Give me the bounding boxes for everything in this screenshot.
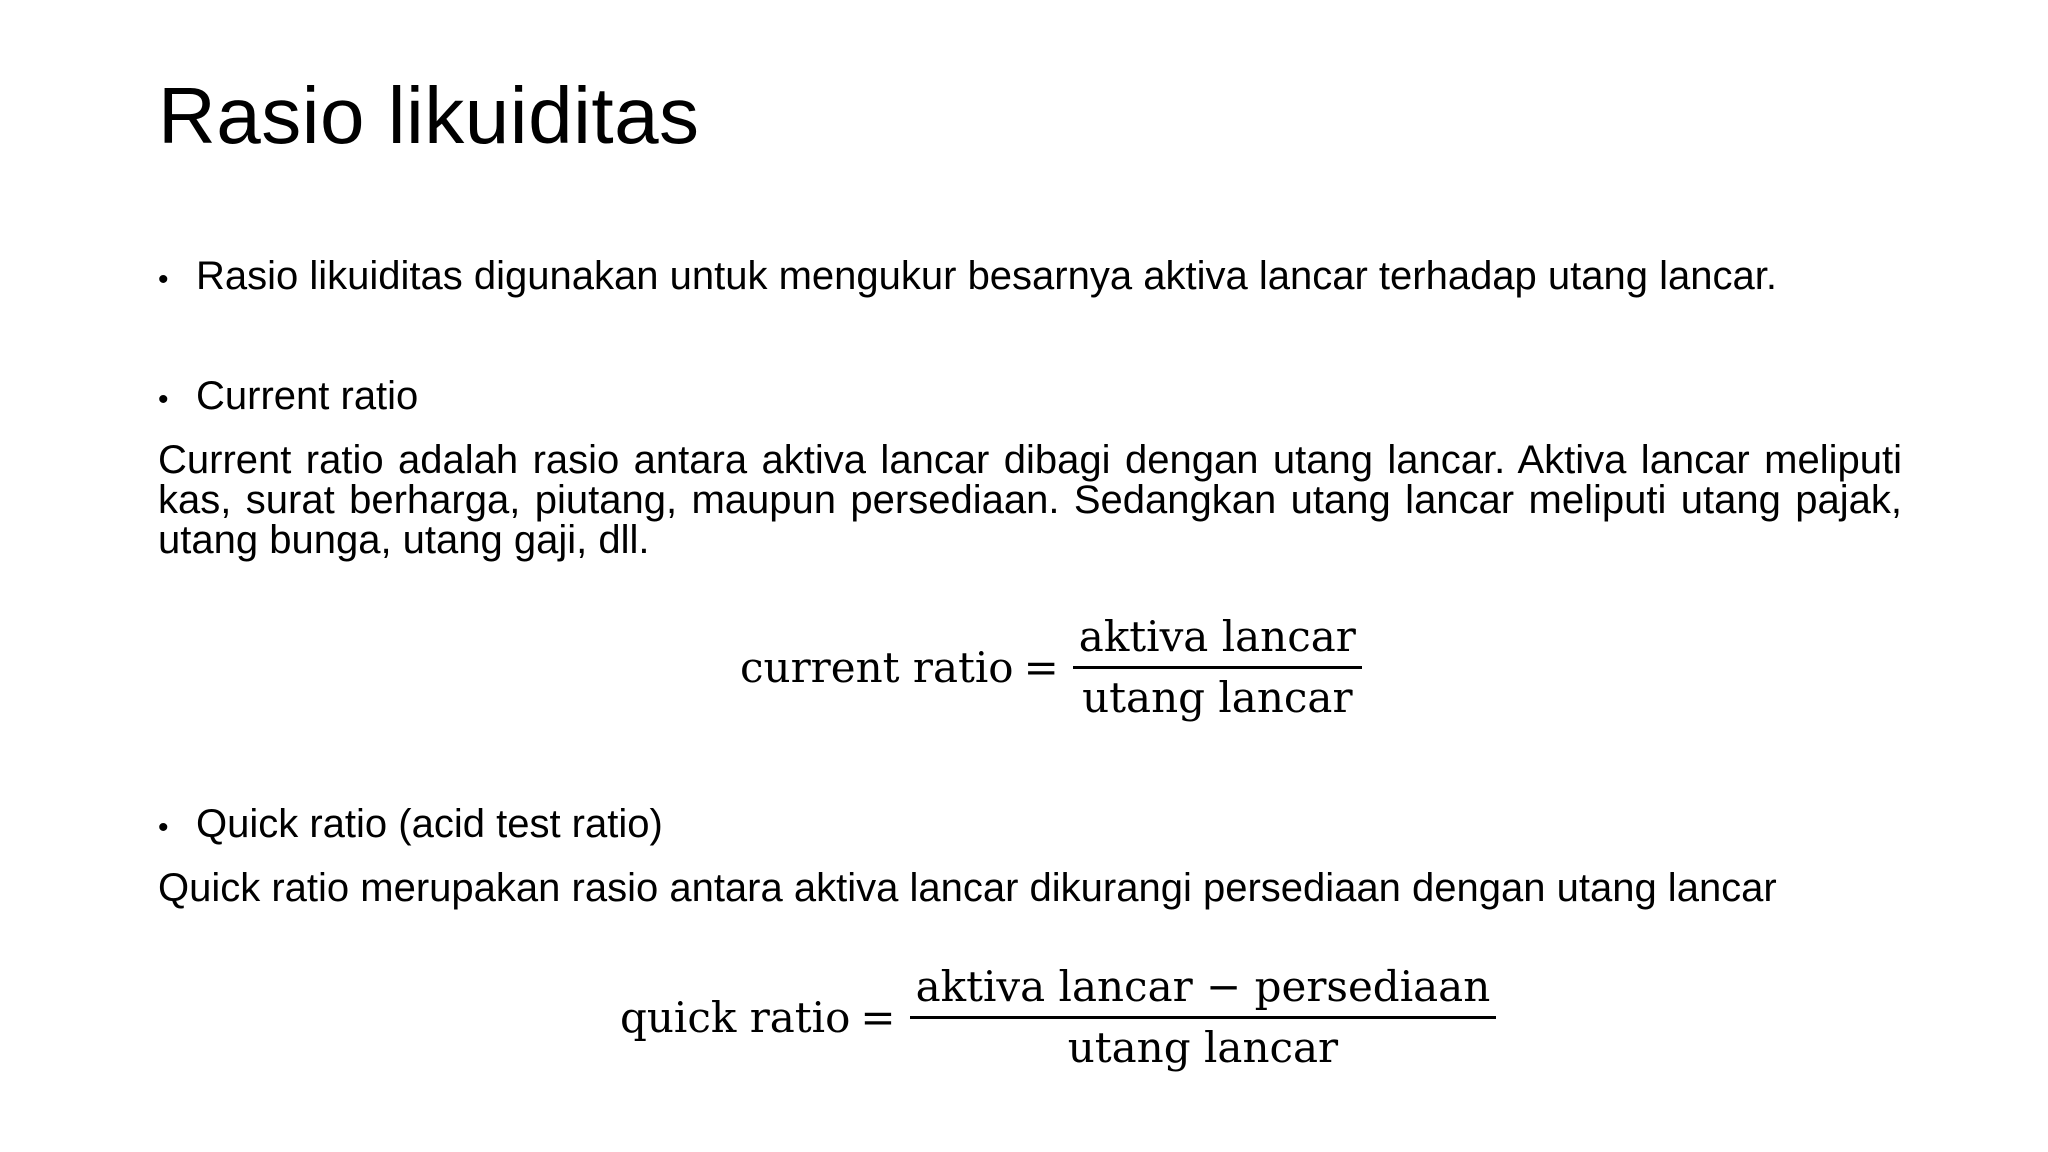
quick-ratio-formula — [620, 964, 1496, 1071]
bullet-current-ratio — [158, 372, 418, 420]
quick-ratio-heading: Quick ratio (acid test ratio) — [196, 802, 663, 846]
bullet-dot-icon: • — [158, 811, 169, 844]
bullet-dot-icon: • — [158, 263, 169, 296]
bullet-quick-ratio — [158, 800, 663, 848]
current-ratio-paragraph: Current ratio adalah rasio antara aktiva lancar dibagi dengan utang lancar. Aktiva lancar meliputi kas, surat berharga, piutang, maupun persediaan. Sedangkan utang lancar meliputi utang pajak, utang bunga, utang gaji, dll. — [158, 438, 1902, 562]
bullet-intro-text: Rasio likuiditas digunakan untuk mengukur besarnya aktiva lancar terhadap utang lancar. — [196, 254, 1777, 298]
current-ratio-heading: Current ratio — [196, 374, 419, 418]
formula-numerator: aktiva lancar − persediaan — [915, 962, 1491, 1011]
formula-fraction — [910, 964, 1497, 1071]
formula-lhs: current ratio — [740, 643, 1014, 693]
bullet-dot-icon: • — [158, 383, 169, 416]
formula-fraction — [1073, 614, 1362, 721]
formula-equals: = — [1023, 643, 1059, 693]
quick-ratio-paragraph: Quick ratio merupakan rasio antara aktiva lancar dikurangi persediaan dengan utang lancar — [158, 866, 1777, 910]
formula-denominator: utang lancar — [1082, 673, 1353, 723]
bullet-intro — [158, 252, 1777, 300]
formula-numerator: aktiva lancar — [1078, 612, 1356, 661]
slide-title: Rasio likuiditas — [158, 71, 700, 160]
formula-equals: = — [860, 993, 896, 1043]
current-ratio-formula — [740, 614, 1362, 721]
formula-lhs: quick ratio — [620, 993, 851, 1043]
formula-denominator: utang lancar — [1067, 1023, 1339, 1073]
